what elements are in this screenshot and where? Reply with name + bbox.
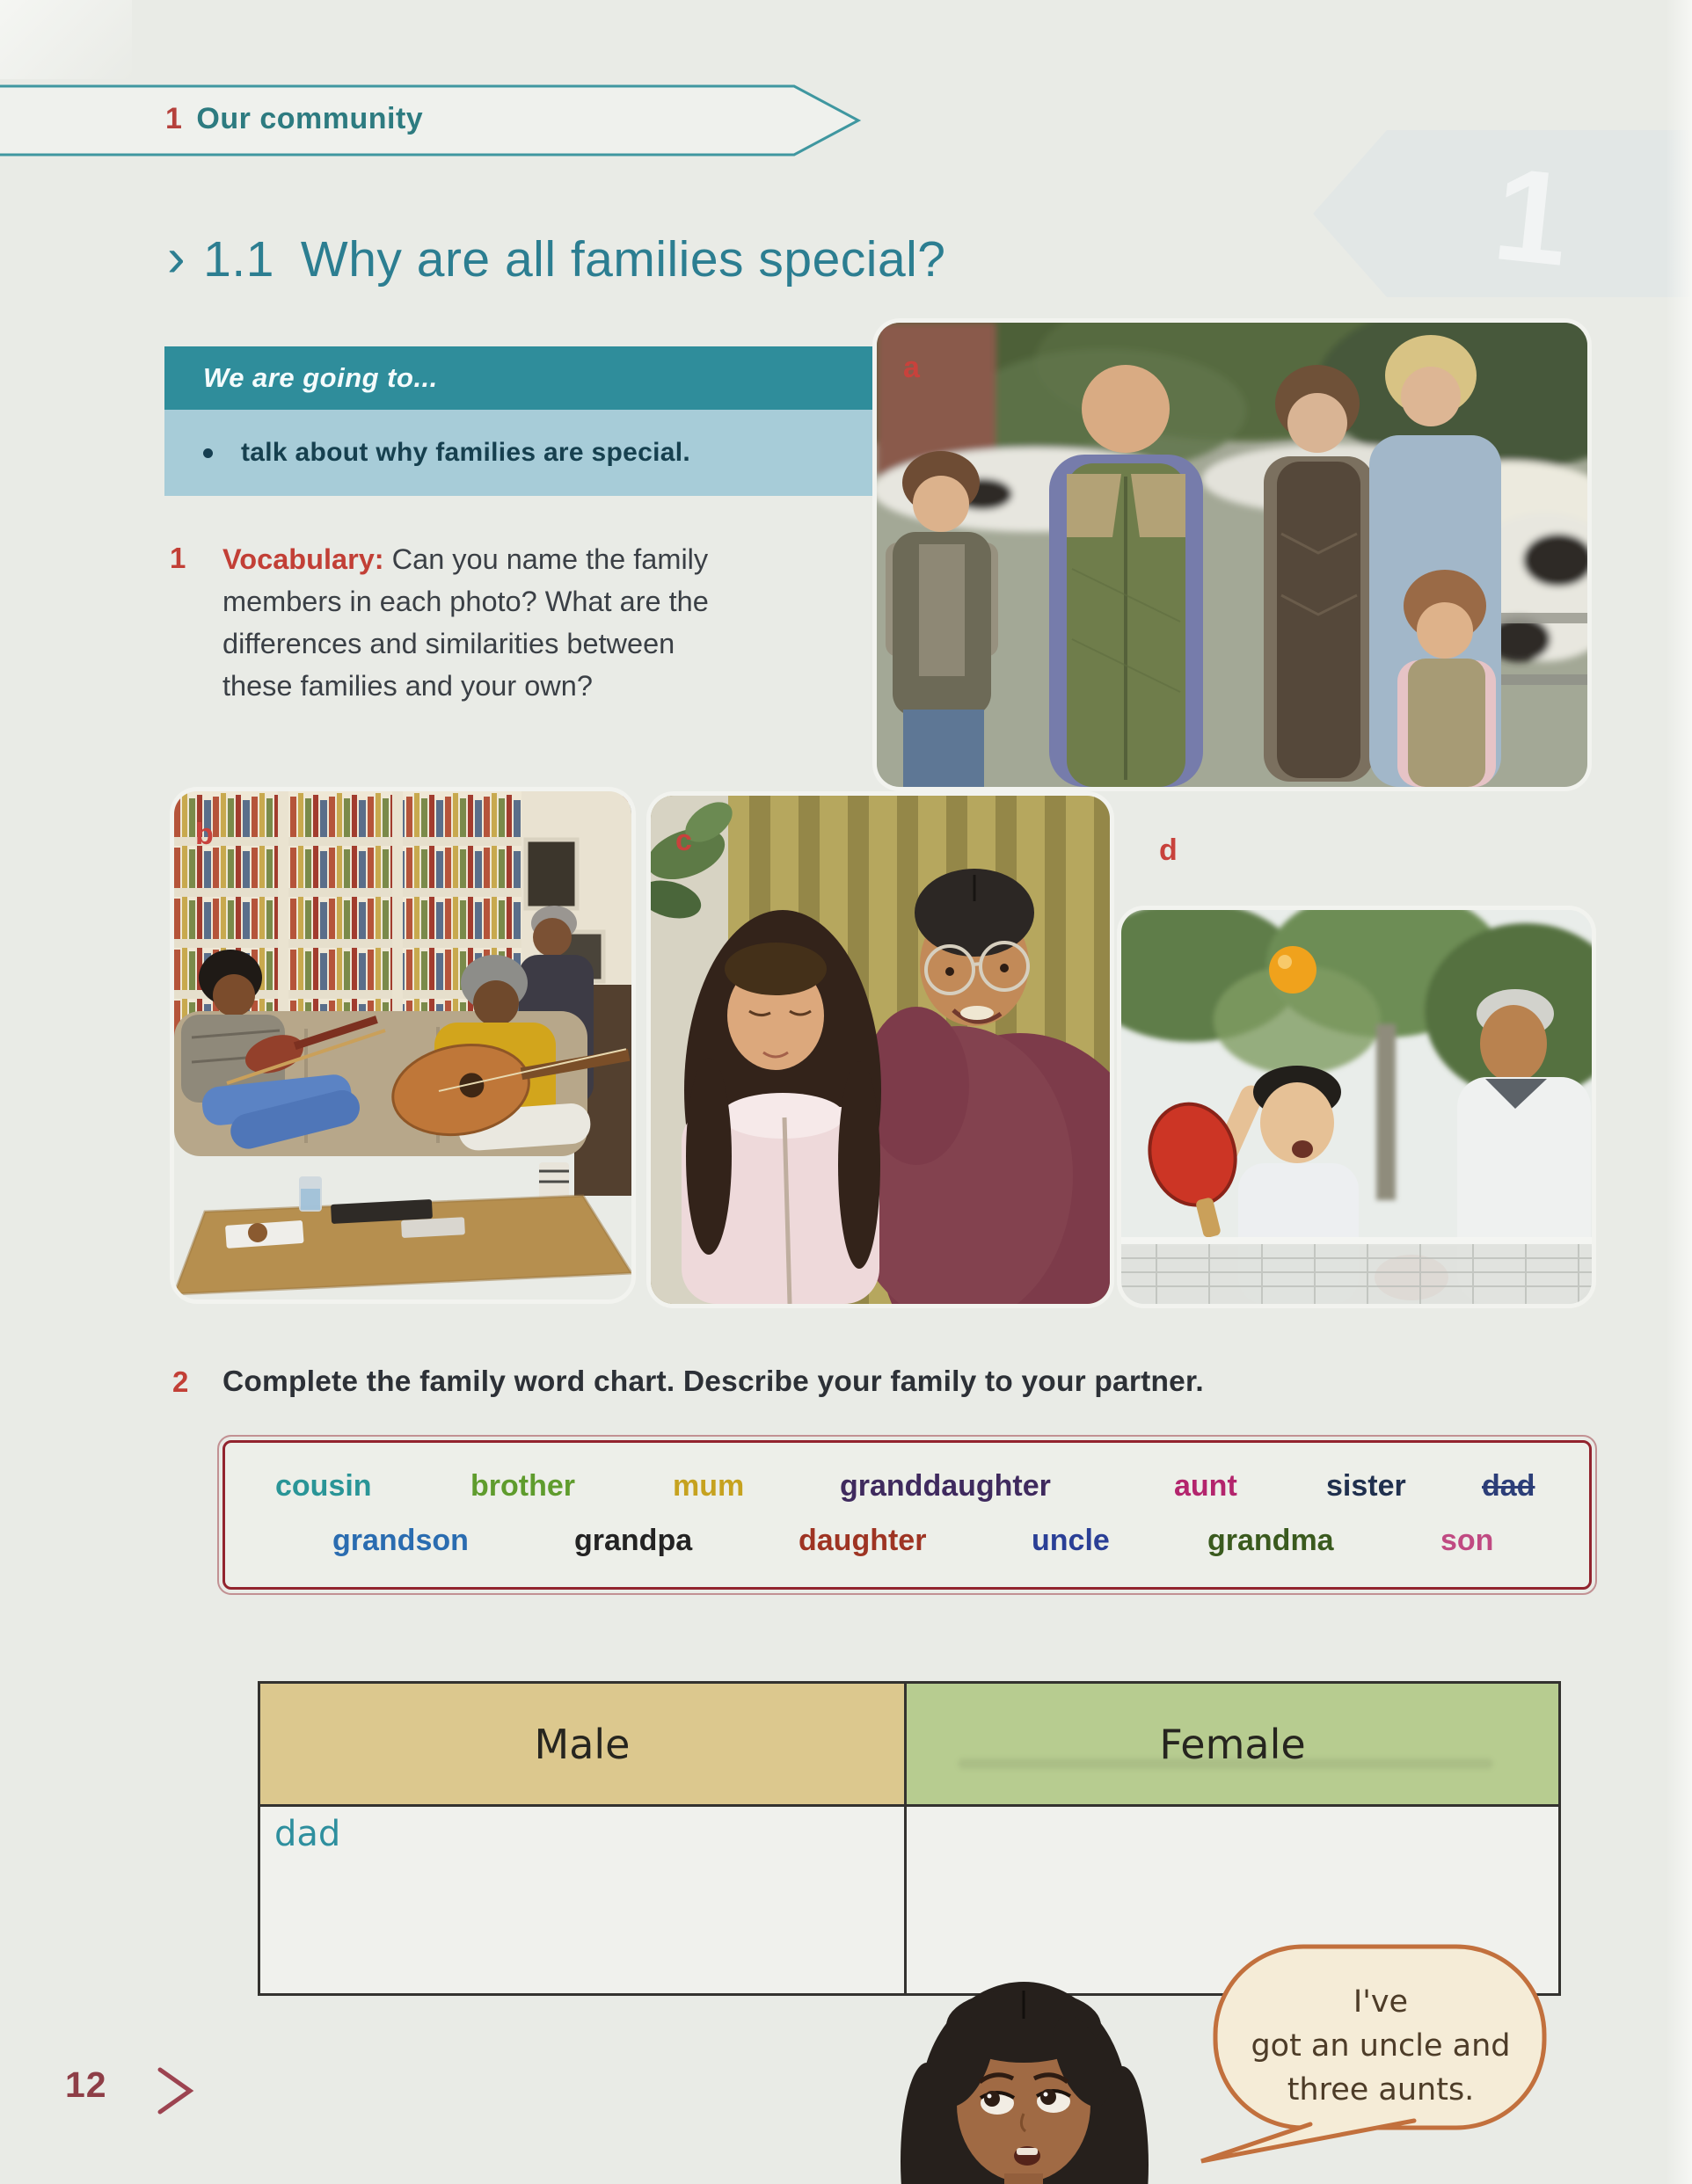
exercise2-instructions: Complete the family word chart. Describe your family to your partner. <box>222 1365 1204 1398</box>
chart-entry-dad: dad <box>274 1814 341 1854</box>
word-daughter: daughter <box>799 1524 927 1557</box>
goals-bullet-text: talk about why families are special. <box>241 438 690 467</box>
word-granddaughter: granddaughter <box>840 1469 1051 1503</box>
goals-box <box>164 346 877 496</box>
unit-banner <box>165 102 423 136</box>
photo-d-table-tennis <box>1121 910 1592 1304</box>
photo-c-label: c <box>675 824 692 857</box>
word-grandpa: grandpa <box>574 1524 693 1557</box>
column-header-male: Male <box>260 1684 907 1807</box>
photo-b-label: b <box>195 818 214 851</box>
speech-bubble <box>1178 1934 1574 2170</box>
exercise1-number: 1 <box>170 542 186 574</box>
page-number: 12 <box>65 2064 107 2105</box>
word-brother: brother <box>470 1469 575 1503</box>
family-word-box <box>222 1440 1592 1590</box>
word-uncle: uncle <box>1032 1524 1110 1557</box>
lesson-number: 1.1 <box>203 231 274 288</box>
word-sister: sister <box>1326 1469 1406 1503</box>
faded-unit-number: 1 <box>1487 139 1577 294</box>
photo-a-farm-family <box>877 323 1587 787</box>
exercise1-line1: Can you name the family <box>391 543 709 575</box>
photo-b-music-family <box>174 791 631 1299</box>
word-cousin: cousin <box>275 1469 372 1503</box>
lesson-title-text: Why are all families special? <box>300 231 946 288</box>
exercise1-line3: differences and similarities between <box>222 628 675 659</box>
page-chevron-icon <box>148 2061 209 2122</box>
word-aunt: aunt <box>1174 1469 1237 1503</box>
faded-unit-tab <box>1249 106 1692 317</box>
photo-a-label: a <box>903 351 920 384</box>
chevron-icon: › <box>167 228 186 288</box>
word-grandson: grandson <box>332 1524 469 1557</box>
exercise1-line2: members in each photo? What are the <box>222 586 709 617</box>
page-edge-highlight <box>1666 0 1692 2184</box>
word-son: son <box>1440 1524 1494 1557</box>
column-header-female-label: Female <box>1159 1720 1306 1768</box>
word-dad-crossed-out: dad <box>1482 1469 1535 1503</box>
bullet-icon <box>203 448 213 458</box>
photo-d-label: d <box>1159 834 1178 867</box>
male-column-cell <box>260 1807 907 1993</box>
photo-c-granddaughter-grandmother <box>651 796 1110 1304</box>
word-grandma: grandma <box>1207 1524 1334 1557</box>
goals-box-body <box>164 410 877 496</box>
column-header-female <box>907 1684 1558 1807</box>
goals-box-heading: We are going to... <box>164 346 877 410</box>
unit-banner-shape <box>0 0 888 176</box>
word-mum: mum <box>673 1469 745 1503</box>
bubble-line1: I've <box>1353 1984 1409 2020</box>
lesson-title <box>167 227 946 289</box>
unit-number: 1 <box>165 102 183 135</box>
bubble-line3: three aunts. <box>1287 2072 1475 2108</box>
exercise1-instructions <box>222 538 891 707</box>
exercise1-line4: these families and your own? <box>222 670 593 702</box>
showthrough-streak <box>959 1758 1493 1769</box>
exercise2-number: 2 <box>172 1365 189 1398</box>
bubble-line2: got an uncle and <box>1251 2028 1511 2064</box>
unit-title: Our community <box>196 102 424 135</box>
vocabulary-label: Vocabulary: <box>222 543 384 575</box>
girl-character <box>895 1975 1152 2184</box>
